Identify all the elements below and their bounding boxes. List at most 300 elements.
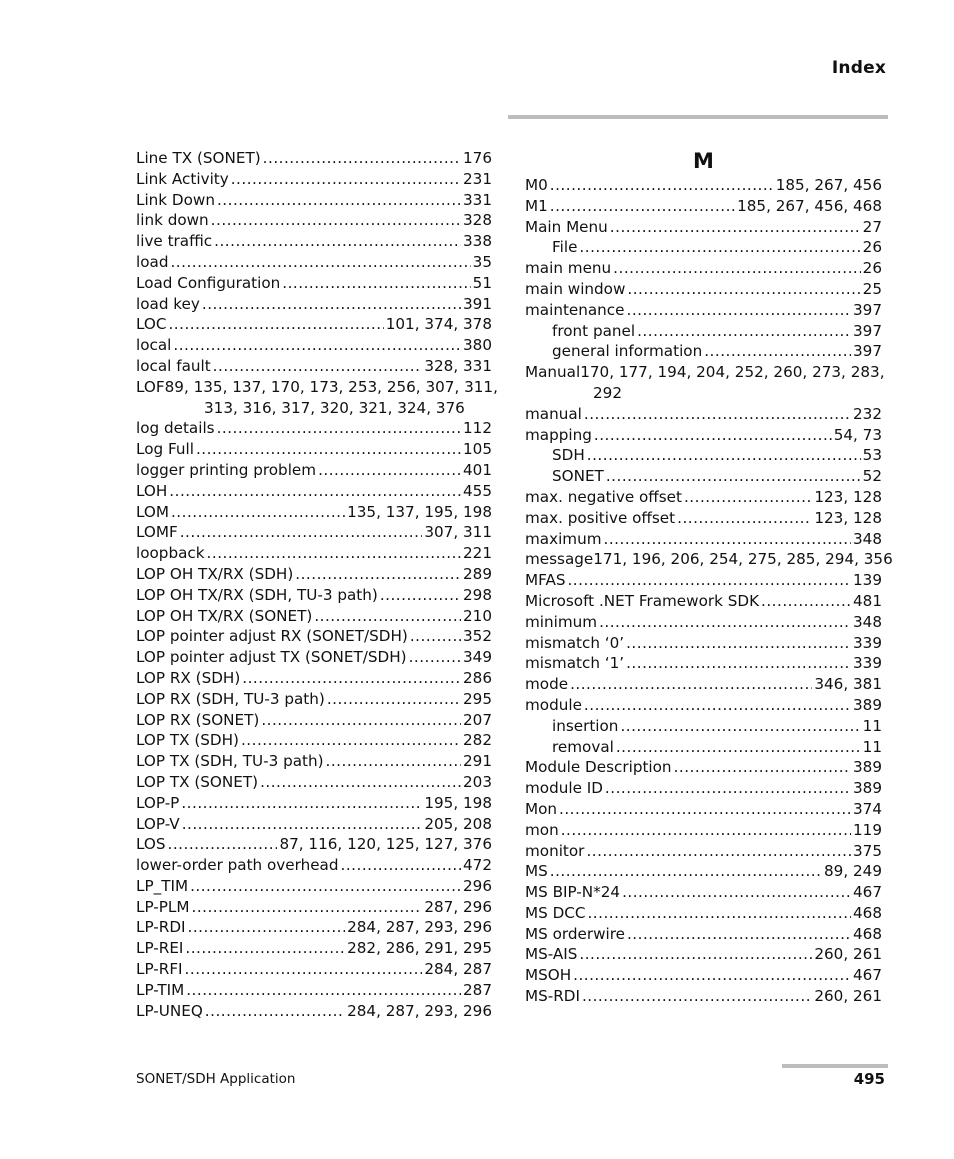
index-term: Mon: [525, 799, 558, 818]
header-rule: [508, 115, 888, 119]
dot-leader: [573, 965, 851, 986]
index-entry: [136, 938, 492, 959]
index-term: LOC: [136, 315, 167, 334]
index-entry: [525, 300, 882, 321]
index-term: MFAS: [525, 571, 566, 590]
index-term: maximum: [525, 529, 602, 548]
index-page-refs: 105: [463, 440, 492, 459]
index-term: lower-order path overhead: [136, 856, 339, 875]
index-entry: [525, 695, 882, 716]
index-page-refs: 89, 135, 137, 170, 173, 253, 256, 307, 311,: [164, 377, 498, 396]
index-entry: [136, 793, 492, 814]
index-entry: [136, 522, 492, 543]
dot-leader: [182, 814, 423, 835]
index-entry: [136, 294, 492, 315]
index-page-refs: 397: [853, 321, 882, 340]
dot-leader: [616, 737, 861, 758]
index-term: LP-UNEQ: [136, 1001, 203, 1020]
index-subentry: [525, 445, 882, 466]
index-term: monitor: [525, 841, 585, 860]
index-entry: [136, 190, 492, 211]
index-term: Main Menu: [525, 217, 608, 236]
dot-leader: [587, 445, 861, 466]
index-entry: [525, 674, 882, 695]
index-page-refs: 389: [853, 779, 882, 798]
index-page-refs: 89, 249: [824, 862, 882, 881]
dot-leader: [282, 273, 470, 294]
index-page-refs-continued: 292: [593, 383, 622, 402]
index-term: local: [136, 336, 172, 355]
index-term: MS-AIS: [525, 945, 578, 964]
index-term: module ID: [525, 779, 603, 798]
index-page-refs: 286: [463, 668, 492, 687]
index-term: loopback: [136, 544, 205, 563]
index-page-refs: 467: [853, 883, 882, 902]
page-number: 495: [853, 1070, 885, 1088]
index-term: removal: [552, 737, 614, 756]
dot-leader: [217, 418, 461, 439]
index-page-refs: 27: [862, 217, 882, 236]
index-entry: [136, 668, 492, 689]
dot-leader: [606, 466, 861, 487]
index-term: load key: [136, 294, 200, 313]
dot-leader: [171, 502, 345, 523]
index-term: LOMF: [136, 523, 178, 542]
index-column-right: [525, 148, 893, 1007]
index-entry: [525, 965, 882, 986]
index-page-refs: 467: [853, 966, 882, 985]
index-entry: [136, 855, 492, 876]
index-term: LOH: [136, 481, 168, 500]
index-page-refs: 455: [463, 481, 492, 500]
dot-leader: [559, 799, 851, 820]
index-entry: [136, 314, 492, 335]
index-term: LOP RX (SDH, TU-3 path): [136, 689, 325, 708]
index-entry: [136, 626, 492, 647]
index-term: LP-RFI: [136, 960, 183, 979]
dot-leader: [622, 882, 851, 903]
index-term: main window: [525, 279, 626, 298]
index-page-refs: 25: [862, 279, 882, 298]
index-term: local fault: [136, 356, 211, 375]
dot-leader: [341, 855, 461, 876]
index-page-refs: 185, 267, 456: [775, 176, 882, 194]
dot-leader: [584, 695, 851, 716]
dot-leader: [627, 924, 851, 945]
index-entry: [525, 799, 882, 820]
index-entry: [525, 362, 885, 383]
index-term: M1: [525, 196, 548, 215]
index-page-refs: 380: [463, 336, 492, 355]
index-term: module: [525, 695, 582, 714]
dot-leader: [173, 335, 461, 356]
index-page-refs: 11: [862, 716, 882, 735]
index-page-refs: 375: [853, 841, 882, 860]
index-term: LP-RDI: [136, 918, 186, 937]
index-entry: [136, 439, 492, 460]
index-entry: [136, 897, 492, 918]
index-subentry: [525, 321, 882, 342]
index-term: log details: [136, 419, 215, 438]
index-page-refs: 468: [853, 924, 882, 943]
index-entry: [136, 730, 492, 751]
index-term: File: [552, 238, 578, 257]
index-page-refs: 339: [853, 633, 882, 652]
index-term: LOP-V: [136, 814, 180, 833]
index-term: live traffic: [136, 232, 213, 251]
index-entry: [136, 543, 492, 564]
index-term: LOP TX (SDH): [136, 731, 239, 750]
index-entry: [136, 751, 492, 772]
index-page-refs: 26: [862, 259, 882, 278]
dot-leader: [550, 861, 822, 882]
index-term: LOF: [136, 377, 165, 396]
index-term: Link Down: [136, 190, 215, 209]
footer-rule: [782, 1064, 888, 1068]
index-term: mismatch ‘1’: [525, 654, 625, 673]
dot-leader: [260, 772, 461, 793]
index-page-refs: 298: [463, 585, 492, 604]
index-page-refs: 287, 296: [424, 897, 492, 916]
index-page-refs: 472: [463, 856, 492, 875]
index-page-refs: 52: [862, 467, 882, 486]
index-page-refs: 123, 128: [814, 508, 882, 527]
index-entry: [136, 418, 492, 439]
index-entry: [525, 175, 882, 196]
index-page-refs: 284, 287, 293, 296: [347, 1001, 492, 1020]
index-page-refs: 339: [853, 654, 882, 673]
index-page-refs: 171, 196, 206, 254, 275, 285, 294, 356: [593, 550, 893, 569]
index-entry: [136, 980, 492, 1001]
index-entry: [136, 834, 492, 855]
index-entry: [136, 917, 492, 938]
index-subentry: [525, 237, 882, 258]
index-entry: [136, 231, 492, 252]
index-entry: [136, 772, 492, 793]
index-page-refs-continued: 313, 316, 317, 320, 321, 324, 376: [204, 398, 465, 417]
index-term: general information: [552, 342, 703, 361]
index-term: LOS: [136, 835, 166, 854]
index-page-refs: 26: [862, 238, 882, 257]
index-entry: [136, 377, 498, 398]
dot-leader: [231, 169, 461, 190]
index-page-refs: 53: [862, 446, 882, 465]
index-page-refs: 101, 374, 378: [385, 315, 492, 334]
index-subentry: [525, 716, 882, 737]
index-page-refs: 374: [853, 799, 882, 818]
index-term: LOP OH TX/RX (SONET): [136, 606, 313, 625]
dot-leader: [168, 314, 383, 335]
dot-leader: [579, 944, 812, 965]
dot-leader: [627, 279, 860, 300]
index-page-refs: 468: [853, 903, 882, 922]
index-term: LP-PLM: [136, 897, 190, 916]
index-term: LOP TX (SDH, TU-3 path): [136, 752, 324, 771]
index-term: MSOH: [525, 966, 572, 985]
index-page-refs: 291: [463, 752, 492, 771]
index-page-refs: 389: [853, 758, 882, 777]
dot-leader: [185, 959, 423, 980]
index-page-refs: 349: [463, 648, 492, 667]
index-page-refs: 389: [853, 695, 882, 714]
dot-leader: [599, 612, 851, 633]
index-entry: [136, 814, 492, 835]
dot-leader: [674, 757, 851, 778]
index-entry: [525, 258, 882, 279]
index-entry: [525, 404, 882, 425]
dot-leader: [410, 626, 461, 647]
index-term: MS BIP-N*24: [525, 883, 621, 902]
index-term: LOP RX (SONET): [136, 710, 260, 729]
section-letter: M: [693, 149, 714, 173]
index-term: LP-TIM: [136, 980, 185, 999]
footer-title: SONET/SDH Application: [136, 1071, 296, 1087]
dot-leader: [380, 585, 461, 606]
index-term: max. positive offset: [525, 508, 676, 527]
dot-leader: [637, 321, 851, 342]
dot-leader: [214, 231, 461, 252]
index-entry: [136, 959, 492, 980]
dot-leader: [579, 237, 860, 258]
index-term: LOP pointer adjust TX (SONET/SDH): [136, 648, 407, 667]
index-entry: [136, 335, 492, 356]
index-page-refs: 87, 116, 120, 125, 127, 376: [279, 835, 492, 854]
dot-leader: [584, 404, 851, 425]
dot-leader: [620, 716, 860, 737]
index-page-refs: 119: [853, 820, 882, 839]
index-page-refs: 328: [463, 211, 492, 230]
index-term: message: [525, 550, 594, 569]
index-term: mon: [525, 820, 559, 839]
dot-leader: [202, 294, 461, 315]
index-page-refs: 185, 267, 456, 468: [737, 196, 882, 215]
index-term: logger printing problem: [136, 460, 317, 479]
dot-leader: [242, 668, 461, 689]
index-term: LOM: [136, 502, 169, 521]
index-page-refs: 260, 261: [814, 987, 882, 1006]
index-subentry: [525, 466, 882, 487]
index-entry: [525, 425, 882, 446]
index-term: SDH: [552, 446, 585, 465]
dot-leader: [587, 903, 851, 924]
index-page-refs: 139: [853, 571, 882, 590]
index-entry: [525, 861, 882, 882]
index-entry: [136, 252, 492, 273]
index-entry: [525, 217, 882, 238]
index-column-left: [136, 148, 498, 1021]
index-page-refs: 348: [853, 612, 882, 631]
index-page-refs: 391: [463, 294, 492, 313]
index-term: LOP pointer adjust RX (SONET/SDH): [136, 627, 408, 646]
index-entry: [525, 924, 882, 945]
index-page-refs: 210: [463, 606, 492, 625]
index-page-refs: 307, 311: [424, 523, 492, 542]
dot-leader: [180, 522, 423, 543]
index-entry: [136, 169, 492, 190]
index-page-refs: 282, 286, 291, 295: [347, 939, 492, 958]
index-page-refs: 331: [463, 190, 492, 209]
index-term: LOP TX (SONET): [136, 772, 259, 791]
dot-leader: [610, 217, 861, 238]
index-entry: [525, 529, 882, 550]
index-entry: [525, 944, 882, 965]
index-entry: [525, 591, 882, 612]
dot-leader: [570, 674, 812, 695]
index-term: MS-RDI: [525, 987, 580, 1006]
index-entry: [136, 689, 492, 710]
dot-leader: [263, 148, 461, 169]
index-term: LOP-P: [136, 793, 180, 812]
index-subentry: [525, 737, 882, 758]
index-entry: [525, 196, 882, 217]
dot-leader: [326, 751, 461, 772]
index-page-refs: 284, 287, 293, 296: [347, 918, 492, 937]
dot-leader: [594, 425, 832, 446]
index-term: LP_TIM: [136, 876, 189, 895]
dot-leader: [582, 986, 812, 1007]
index-page-refs: 338: [463, 232, 492, 251]
index-page-refs: 221: [463, 544, 492, 563]
index-page-refs: 232: [853, 404, 882, 423]
index-page-refs: 195, 198: [424, 793, 492, 812]
index-term: Load Configuration: [136, 273, 281, 292]
index-entry: [136, 502, 492, 523]
index-page-refs: 231: [463, 169, 492, 188]
dot-leader: [704, 341, 851, 362]
index-term: load: [136, 252, 169, 271]
dot-leader: [295, 564, 461, 585]
dot-leader: [168, 834, 278, 855]
dot-leader: [586, 841, 851, 862]
index-page-refs: 203: [463, 772, 492, 791]
index-page-refs: 170, 177, 194, 204, 252, 260, 273, 283,: [580, 363, 885, 382]
index-entry: [525, 653, 882, 674]
index-entry: [136, 210, 492, 231]
index-term: LP-REI: [136, 939, 184, 958]
dot-leader: [761, 591, 851, 612]
dot-leader: [550, 175, 774, 196]
index-entry: [136, 876, 492, 897]
dot-leader: [196, 439, 461, 460]
index-page-refs: 282: [463, 731, 492, 750]
dot-leader: [561, 820, 851, 841]
index-term: LOP OH TX/RX (SDH): [136, 564, 294, 583]
dot-leader: [261, 710, 461, 731]
dot-leader: [314, 606, 461, 627]
index-page-refs: 123, 128: [814, 487, 882, 506]
dot-leader: [550, 196, 735, 217]
index-term: front panel: [552, 321, 636, 340]
index-page-refs: 328, 331: [424, 356, 492, 375]
index-term: link down: [136, 211, 209, 230]
index-page-refs: 287: [463, 980, 492, 999]
dot-leader: [626, 633, 851, 654]
index-entry: [525, 633, 882, 654]
index-entry: [136, 606, 492, 627]
index-page-refs: 260, 261: [814, 945, 882, 964]
dot-leader: [213, 356, 423, 377]
dot-leader: [627, 300, 852, 321]
index-term: mode: [525, 675, 569, 694]
index-page-refs: 296: [463, 876, 492, 895]
dot-leader: [613, 258, 861, 279]
dot-leader: [677, 508, 812, 529]
index-page-refs: 35: [472, 252, 492, 271]
index-entry: [136, 564, 492, 585]
index-term: LOP RX (SDH): [136, 668, 241, 687]
index-page-refs: 397: [853, 300, 882, 319]
index-page-refs: 289: [463, 564, 492, 583]
index-entry: [136, 585, 492, 606]
index-entry: [525, 820, 882, 841]
index-entry: [525, 778, 882, 799]
index-term: maintenance: [525, 300, 625, 319]
index-subentry: [525, 341, 882, 362]
running-header-title: Index: [831, 58, 886, 78]
index-entry: [136, 481, 492, 502]
index-term: manual: [525, 404, 582, 423]
index-term: Manual: [525, 363, 581, 382]
dot-leader: [409, 647, 461, 668]
index-page-refs: 112: [463, 419, 492, 438]
dot-leader: [190, 876, 461, 897]
dot-leader: [207, 543, 461, 564]
index-term: Link Activity: [136, 169, 229, 188]
index-page-refs: 205, 208: [424, 814, 492, 833]
dot-leader: [604, 529, 851, 550]
index-page-refs: 346, 381: [814, 675, 882, 694]
index-entry: [136, 647, 492, 668]
index-term: Log Full: [136, 440, 194, 459]
index-page-refs: 54, 73: [833, 425, 882, 444]
index-entry: [136, 356, 492, 377]
index-page-refs: 348: [853, 529, 882, 548]
index-term: M0: [525, 176, 548, 194]
index-entry: [525, 903, 882, 924]
dot-leader: [186, 980, 461, 1001]
index-entry: [136, 273, 492, 294]
dot-leader: [185, 938, 345, 959]
index-term: Line TX (SONET): [136, 149, 261, 167]
dot-leader: [181, 793, 422, 814]
index-term: insertion: [552, 716, 619, 735]
index-term: max. negative offset: [525, 487, 682, 506]
index-page-refs: 176: [463, 149, 492, 167]
dot-leader: [626, 653, 851, 674]
index-entry: [525, 612, 882, 633]
dot-leader: [684, 487, 812, 508]
dot-leader: [318, 460, 461, 481]
index-term: MS orderwire: [525, 924, 625, 943]
index-term: Module Description: [525, 758, 672, 777]
index-page-refs: 284, 287: [424, 960, 492, 979]
index-page-refs: 401: [463, 460, 492, 479]
dot-leader: [205, 1001, 345, 1022]
dot-leader: [211, 210, 461, 231]
index-entry: [136, 148, 492, 169]
dot-leader: [170, 252, 470, 273]
index-entry: [136, 710, 492, 731]
index-page-refs: 135, 137, 195, 198: [347, 502, 492, 521]
index-page-refs: 481: [853, 591, 882, 610]
index-page-refs: 207: [463, 710, 492, 729]
index-entry: [136, 460, 492, 481]
index-entry: [525, 549, 893, 570]
index-entry: [525, 279, 882, 300]
index-term: mapping: [525, 425, 592, 444]
index-entry: [136, 1001, 492, 1022]
dot-leader: [241, 730, 461, 751]
